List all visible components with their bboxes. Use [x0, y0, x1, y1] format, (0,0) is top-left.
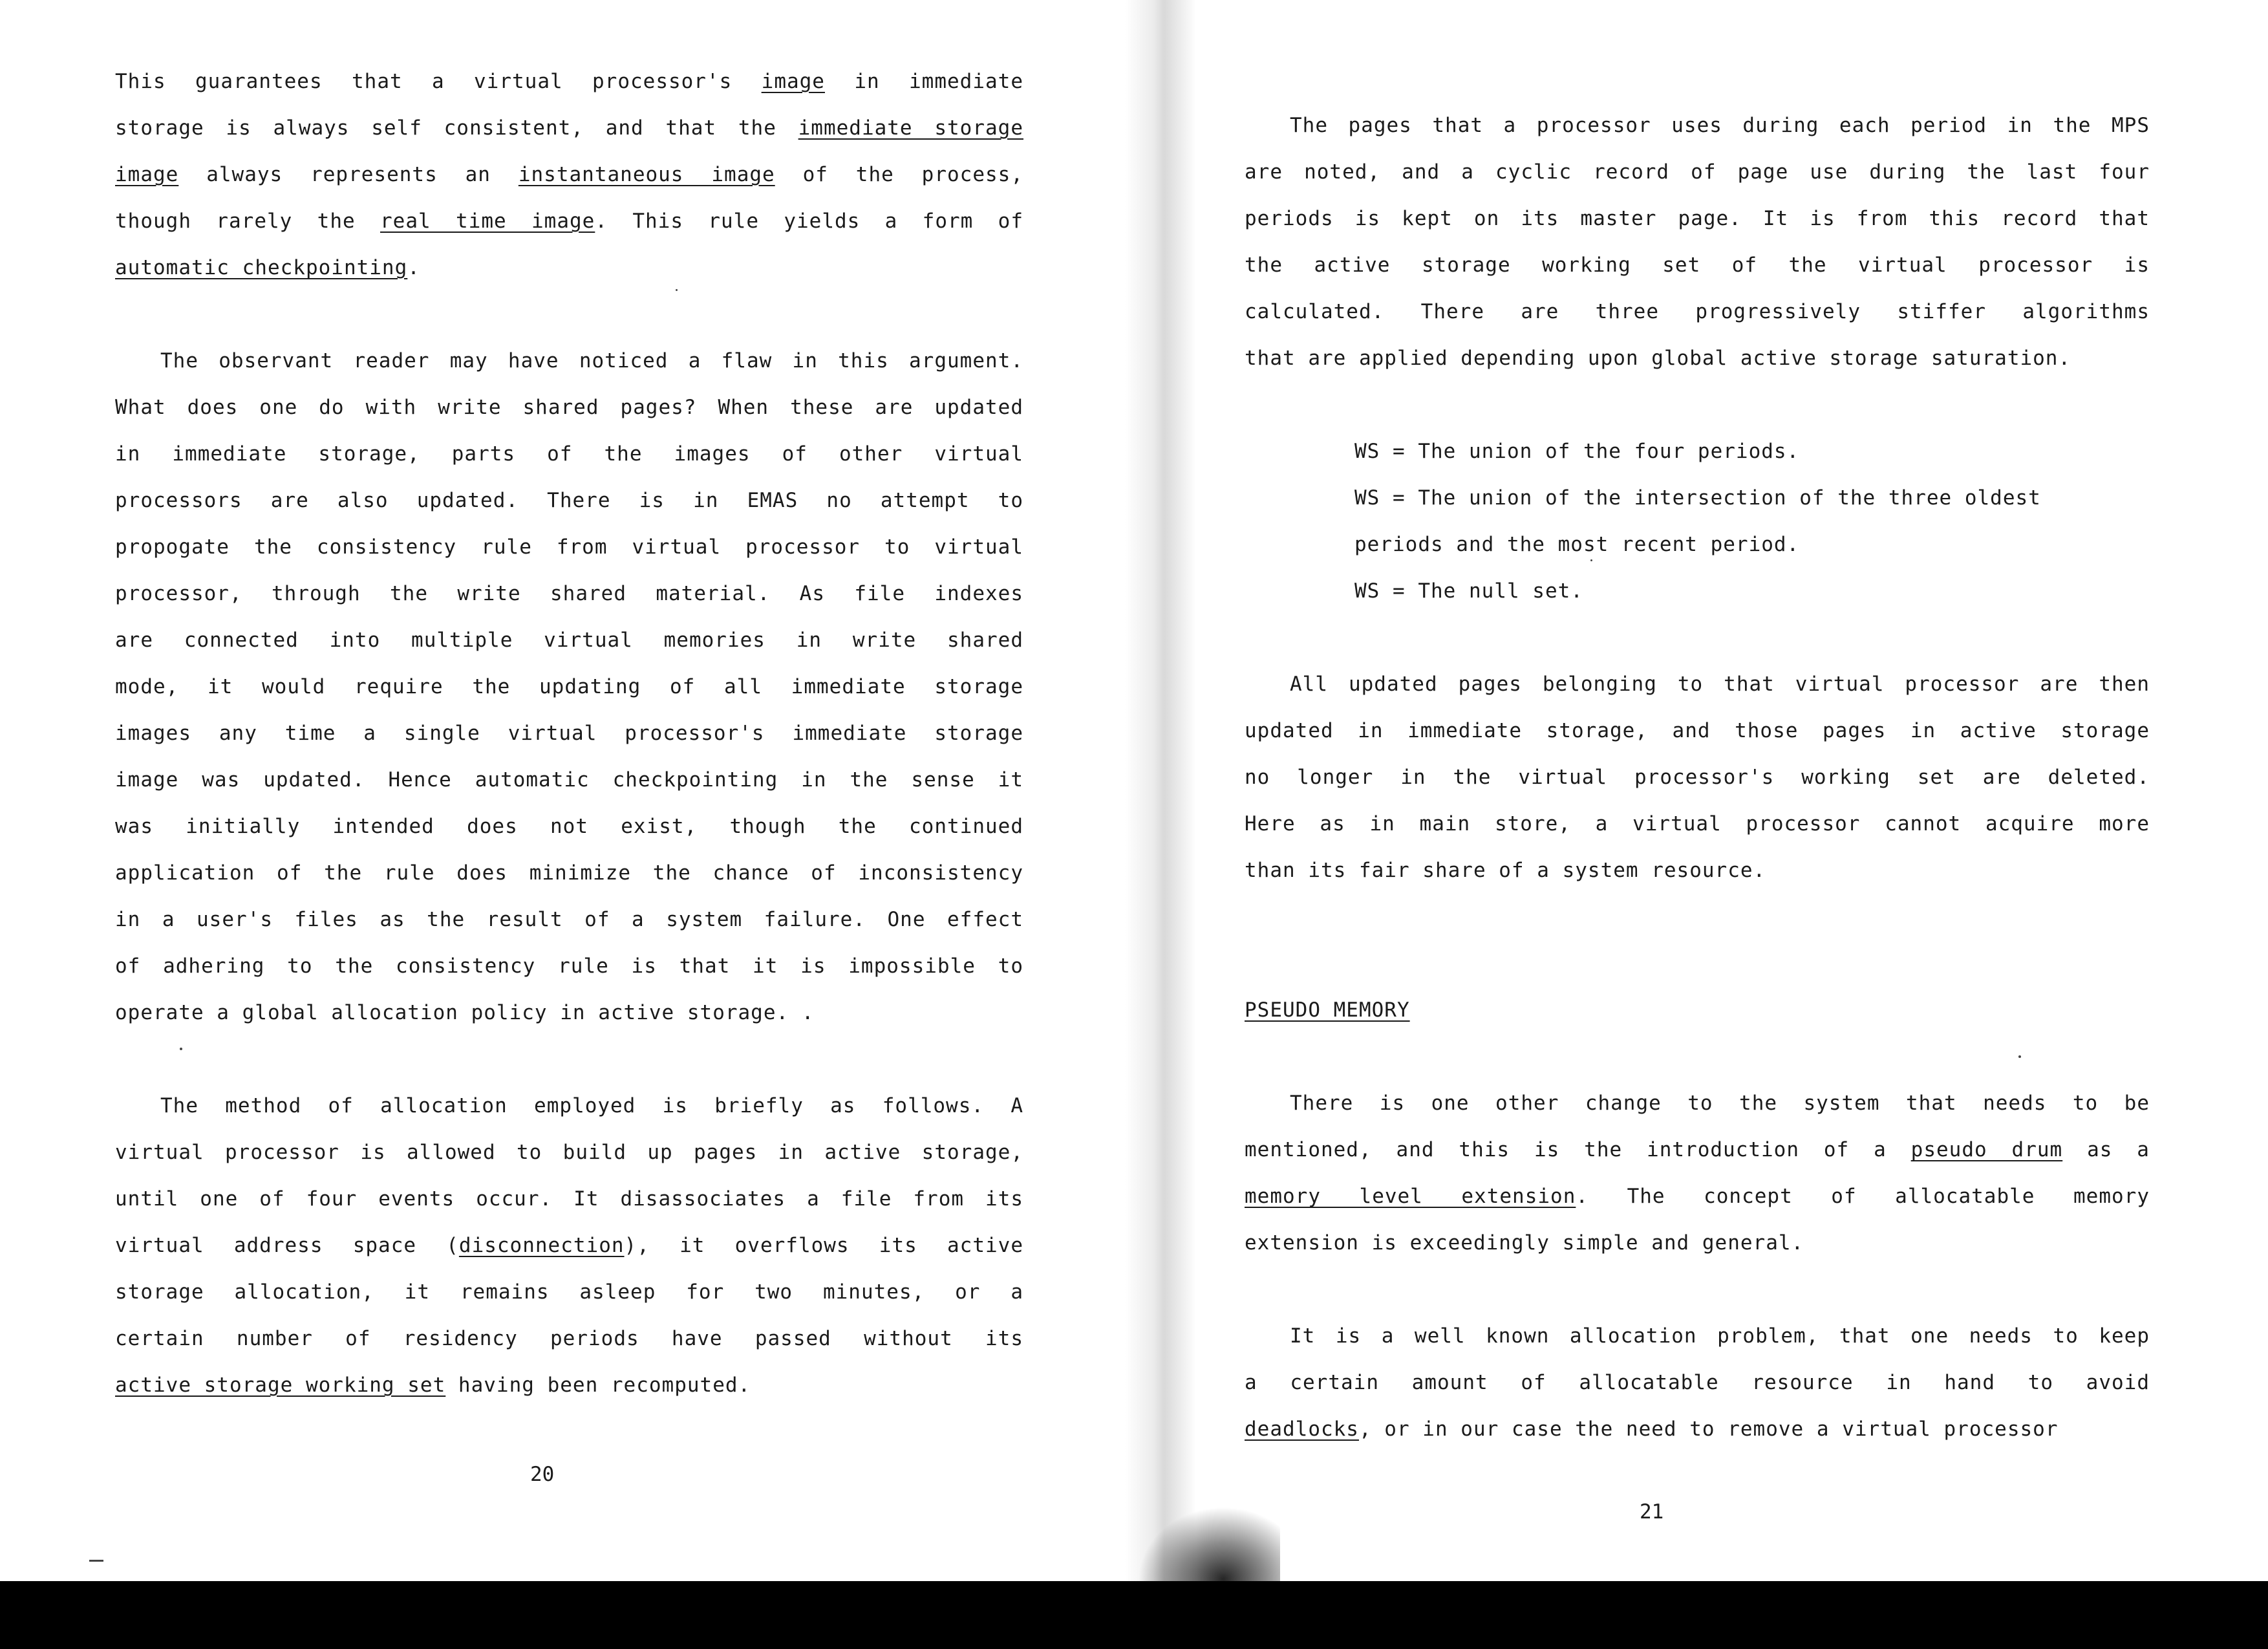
paragraph — [115, 58, 1023, 291]
text-line — [1245, 1359, 2150, 1406]
text-line — [1245, 801, 2150, 847]
text-line — [1245, 242, 2150, 288]
text-line — [115, 1269, 1023, 1315]
text-run: . The concept of allocatable memory — [1576, 1185, 2150, 1208]
text-line — [115, 989, 1023, 1036]
text-run: having been recomputed. — [445, 1374, 751, 1397]
text-run: The observant reader may have noticed a flaw in this argument. — [160, 349, 1023, 372]
text-run: processor, through the write shared material. As file indexes — [115, 582, 1023, 605]
text-line — [115, 1176, 1023, 1222]
scan-speck — [89, 1560, 103, 1562]
text-line — [1245, 707, 2150, 754]
text-run: in immediate — [824, 70, 1023, 93]
underlined-term: deadlocks — [1245, 1417, 1359, 1441]
text-line — [1245, 288, 2150, 335]
text-run: processors are also updated. There is in EMAS no attempt to — [115, 489, 1023, 512]
text-line — [1245, 195, 2150, 242]
section-heading: PSEUDO MEMORY — [1245, 998, 1410, 1022]
text-line — [115, 803, 1023, 850]
text-run: . This rule yields a form of — [595, 210, 1023, 233]
working-set-item: WS = The union of the intersection of the three oldest — [1354, 486, 2041, 510]
text-line — [115, 477, 1023, 524]
text-line — [115, 105, 1023, 151]
text-run: The pages that a processor uses during each period in the MPS — [1290, 114, 2150, 137]
text-line — [115, 244, 1023, 291]
text-run: image was updated. Hence automatic checkpointing in the sense it — [115, 768, 1023, 792]
text-run: calculated. There are three progressively stiffer algorithms — [1245, 300, 2150, 323]
text-line — [1245, 1126, 2150, 1173]
text-line — [115, 757, 1023, 803]
text-line — [115, 384, 1023, 431]
underlined-term: active storage working set — [115, 1374, 446, 1397]
text-line — [1245, 661, 2150, 707]
text-run: though rarely the — [115, 210, 380, 233]
text-run: was initially intended does not exist, though the continued — [115, 815, 1023, 838]
scan-speck — [1590, 559, 1592, 561]
text-line — [115, 58, 1023, 105]
text-run: propogate the consistency rule from virtual processor to virtual — [115, 535, 1023, 559]
text-run: It is a well known allocation problem, that one needs to keep — [1290, 1324, 2150, 1348]
text-line — [115, 710, 1023, 757]
text-run: The method of allocation employed is briefly as follows. A — [160, 1094, 1023, 1117]
paragraph-gap — [1245, 1266, 2150, 1313]
scan-speck — [676, 289, 678, 291]
text-run: ), it overflows its active — [624, 1234, 1023, 1257]
scan-speck — [180, 1048, 182, 1050]
text-run: Here as in main store, a virtual processor cannot acquire more — [1245, 812, 2150, 835]
text-run: , or in our case the need to remove a virtual processor — [1358, 1417, 2059, 1441]
text-run: a certain amount of allocatable resource in hand to avoid — [1245, 1371, 2150, 1394]
text-run: There is one other change to the system that needs to be — [1290, 1092, 2150, 1115]
paragraph — [1245, 1313, 2150, 1452]
text-run: of the process, — [775, 163, 1023, 186]
text-run: always represents an — [178, 163, 519, 186]
paragraph — [1245, 661, 2150, 894]
underlined-term: immediate storage — [798, 116, 1024, 140]
text-line — [115, 1129, 1023, 1176]
text-line — [1245, 1173, 2150, 1220]
text-line — [1245, 1080, 2150, 1126]
paragraph — [1245, 1080, 2150, 1266]
paragraph-gap — [1245, 894, 2150, 987]
underlined-term: pseudo drum — [1910, 1138, 2063, 1161]
right-page-body — [1245, 102, 2150, 1452]
text-run: no longer in the virtual processor's working set are deleted. — [1245, 766, 2150, 789]
paragraph — [1245, 102, 2150, 382]
text-line — [115, 431, 1023, 477]
text-run: the active storage working set of the virtual processor is — [1245, 253, 2150, 277]
text-run: as a — [2062, 1138, 2150, 1161]
paragraph-gap — [115, 291, 1023, 338]
text-run: periods is kept on its master page. It is from this record that — [1245, 207, 2150, 230]
text-line — [115, 1315, 1023, 1362]
text-run: in a user's files as the result of a system failure. One effect — [115, 908, 1023, 931]
text-run: of adhering to the consistency rule is that it is impossible to — [115, 954, 1023, 978]
left-page — [0, 0, 1161, 1584]
text-line — [115, 1083, 1023, 1129]
underlined-term: instantaneous image — [518, 163, 775, 186]
underlined-term: real time image — [380, 210, 595, 233]
text-line — [115, 896, 1023, 943]
text-line — [115, 570, 1023, 617]
text-run: . — [407, 256, 420, 279]
text-line — [1245, 754, 2150, 801]
paragraph-gap — [1245, 1033, 2150, 1080]
text-run: mentioned, and this is the introduction of a — [1245, 1138, 1911, 1161]
text-run: storage allocation, it remains asleep for two minutes, or a — [115, 1280, 1023, 1304]
text-run: mode, it would require the updating of all immediate storage — [115, 675, 1023, 698]
working-set-item: periods and the most recent period. — [1354, 533, 1800, 556]
underlined-term: image — [761, 70, 825, 93]
working-set-item: WS = The union of the four periods. — [1354, 440, 1800, 463]
right-page — [1161, 0, 2268, 1584]
underlined-term: memory level extension — [1245, 1185, 1576, 1208]
text-run: are noted, and a cyclic record of page use during the last four — [1245, 160, 2150, 184]
text-run: until one of four events occur. It disassociates a file from its — [115, 1187, 1023, 1211]
left-page-number: 20 — [530, 1463, 555, 1486]
text-line — [115, 850, 1023, 896]
text-run: that are applied depending upon global active storage saturation. — [1245, 347, 2071, 370]
text-run: certain number of residency periods have passed without its — [115, 1327, 1023, 1350]
text-line — [115, 663, 1023, 710]
text-run: virtual address space ( — [115, 1234, 459, 1257]
book-gutter — [1125, 0, 1196, 1591]
working-set-item: WS = The null set. — [1354, 579, 1583, 603]
text-line — [1245, 847, 2150, 894]
right-page-number: 21 — [1640, 1500, 1664, 1524]
scan-bottom-edge — [0, 1581, 2268, 1649]
text-line — [115, 1222, 1023, 1269]
text-run: operate a global allocation policy in active storage. . — [115, 1001, 815, 1024]
underlined-term: automatic checkpointing — [115, 256, 408, 279]
text-run: in immediate storage, parts of the images of other virtual — [115, 442, 1023, 466]
text-run: application of the rule does minimize the chance of inconsistency — [115, 861, 1023, 885]
text-line — [115, 617, 1023, 663]
underlined-term: disconnection — [458, 1234, 625, 1257]
paragraph-gap — [1245, 614, 2150, 661]
text-line — [115, 524, 1023, 570]
text-line — [115, 151, 1023, 198]
paragraph-gap — [1245, 382, 2150, 428]
paragraph-gap — [115, 1036, 1023, 1083]
paragraph — [115, 338, 1023, 1036]
paragraph — [115, 1083, 1023, 1408]
underlined-term: image — [115, 163, 179, 186]
text-line — [1245, 1313, 2150, 1359]
text-line — [115, 1362, 1023, 1408]
text-run: storage is always self consistent, and that the — [115, 116, 798, 140]
text-line — [115, 943, 1023, 989]
text-run: extension is exceedingly simple and general. — [1245, 1231, 1804, 1255]
text-line — [115, 198, 1023, 244]
text-line — [1245, 1406, 2150, 1452]
text-line — [1245, 102, 2150, 149]
text-run: This guarantees that a virtual processor's — [115, 70, 762, 93]
text-line — [115, 338, 1023, 384]
text-run: What does one do with write shared pages? When these are updated — [115, 396, 1023, 419]
left-page-body — [115, 58, 1023, 1408]
text-line — [1245, 1220, 2150, 1266]
text-line — [1245, 149, 2150, 195]
text-run: updated in immediate storage, and those pages in active storage — [1245, 719, 2150, 742]
text-run: All updated pages belonging to that virtual processor are then — [1290, 673, 2150, 696]
text-run: virtual processor is allowed to build up pages in active storage, — [115, 1141, 1023, 1164]
scan-speck — [2018, 1055, 2021, 1058]
text-run: images any time a single virtual processor's immediate storage — [115, 722, 1023, 745]
working-set-list — [1245, 428, 2150, 614]
text-run: are connected into multiple virtual memories in write shared — [115, 629, 1023, 652]
text-run: than its fair share of a system resource. — [1245, 859, 1766, 882]
text-line — [1245, 335, 2150, 382]
